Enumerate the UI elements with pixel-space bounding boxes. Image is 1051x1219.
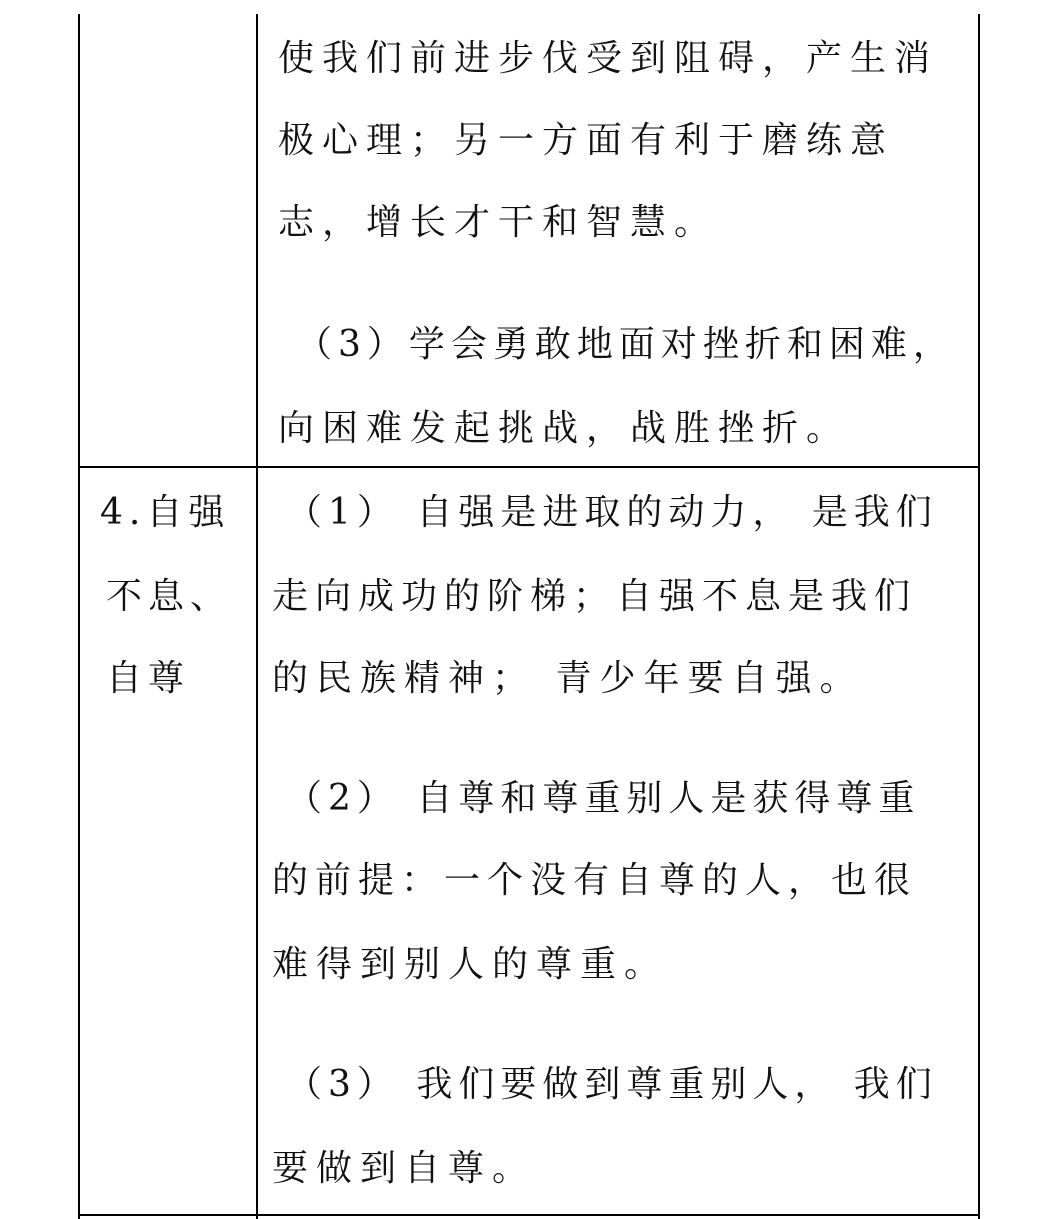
content-line: 志，增长才干和智慧。: [278, 202, 719, 243]
content-line: （2） 自尊和尊重别人是获得尊重: [286, 778, 921, 819]
content-line: （3）学会勇敢地面对挫折和困难，: [296, 324, 955, 365]
row-divider-2: [78, 1214, 980, 1216]
table-column-divider: [256, 14, 258, 1219]
content-line: 走向成功的阶梯；自强不息是我们: [272, 576, 918, 617]
content-line: （3） 我们要做到尊重别人， 我们: [286, 1064, 938, 1105]
content-line: 难得到别人的尊重。: [272, 944, 669, 985]
topic-line: 自尊: [106, 658, 191, 699]
content-line: （1） 自强是进取的动力， 是我们: [286, 492, 938, 533]
row-divider-1: [78, 466, 980, 468]
topic-line: 不息、: [106, 576, 233, 617]
content-line: 使我们前进步伐受到阻碍，产生消: [278, 38, 939, 79]
content-line: 的民族精神； 青少年要自强。: [272, 658, 864, 699]
topic-line: 4.自强: [100, 492, 231, 533]
content-line: 要做到自尊。: [272, 1148, 537, 1189]
content-line: 极心理；另一方面有利于磨练意: [278, 120, 895, 161]
table-right-border: [978, 14, 980, 1219]
table-left-border: [78, 14, 80, 1219]
content-line: 的前提：一个没有自尊的人，也很: [272, 860, 918, 901]
content-line: 向困难发起挑战，战胜挫折。: [278, 408, 851, 449]
